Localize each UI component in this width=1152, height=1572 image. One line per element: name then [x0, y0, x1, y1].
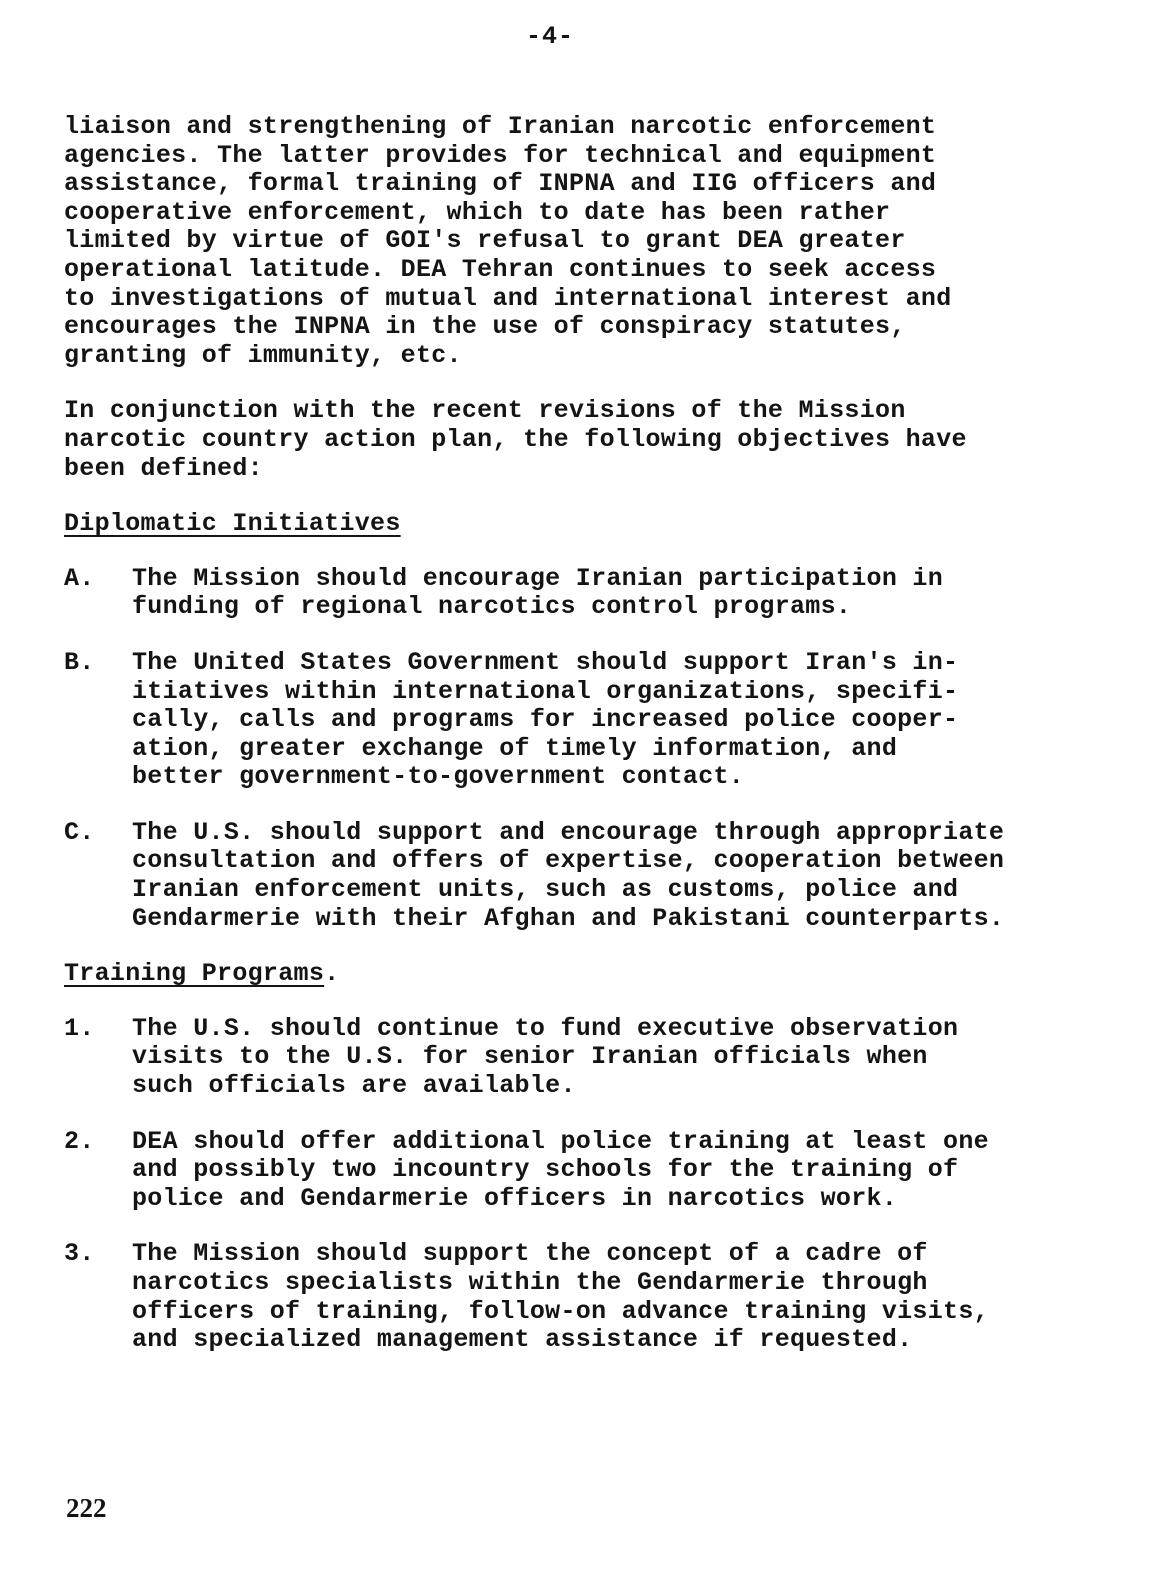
section-heading-training-suffix: .: [324, 959, 340, 989]
list-item-marker: A.: [64, 563, 95, 593]
section-heading-diplomatic: [64, 510, 1114, 539]
list-item-text: The Mission should support the concept of a cadre of narcotics specialists within the Gendarmerie through officers of training, follow-on advance training visits, and specialized management assistance if requested.: [132, 1239, 989, 1355]
document-body: [64, 113, 1114, 1382]
list-item: [64, 649, 1114, 792]
list-item: [64, 565, 1114, 622]
section-heading-training: [64, 960, 1114, 989]
list-item: [64, 1128, 1114, 1214]
list-item-marker: C.: [64, 817, 95, 847]
list-item-text: The United States Government should support Iran's in- itiatives within international organizations, specifi- cally, calls and programs for increased police cooper- ation, greater exchange of timely information, and better government-to-government contact.: [132, 647, 959, 792]
section-heading-training-text: Training Programs: [64, 959, 325, 989]
body-paragraph-objectives-intro: In conjunction with the recent revisions of the Mission narcotic country action plan, the following objectives have been defined:: [64, 396, 967, 483]
list-item-text: The Mission should encourage Iranian participation in funding of regional narcotics control programs.: [132, 563, 944, 622]
section-heading-diplomatic-text: Diplomatic Initiatives: [64, 509, 401, 539]
list-item-marker: 1.: [64, 1013, 95, 1043]
list-item-marker: 3.: [64, 1239, 95, 1269]
list-item-text: DEA should offer additional police training at least one and possibly two incountry schools for the training of police and Gendarmerie officers in narcotics work.: [132, 1126, 989, 1213]
page-marker: -4-: [525, 22, 574, 51]
folio-number: 222: [66, 1493, 107, 1523]
list-item-marker: B.: [64, 647, 95, 677]
list-item: [64, 1015, 1114, 1101]
list-item-marker: 2.: [64, 1126, 95, 1156]
list-item: [64, 1240, 1114, 1354]
list-item: [64, 819, 1114, 933]
list-item-text: The U.S. should support and encourage through appropriate consultation and offers of expertise, cooperation between Iranian enforcement units, such as customs, police and Gendarmerie with their Afghan and Pakistani counterparts.: [132, 817, 1005, 933]
list-item-text: The U.S. should continue to fund executive observation visits to the U.S. for senior Iranian officials when such officials are available.: [132, 1013, 959, 1101]
body-paragraph-continuation: liaison and strengthening of Iranian narcotic enforcement agencies. The latter provides for technical and equipment assistance, formal training of INPNA and IIG officers and cooperative enforcement, which to date has been rather limited by virtue of GOI's refusal to grant DEA greater operational latitude. DEA Tehran continues to seek access to investigations of mutual and international interest and encourages the INPNA in the use of conspiracy statutes, granting of immunity, etc.: [64, 112, 952, 370]
